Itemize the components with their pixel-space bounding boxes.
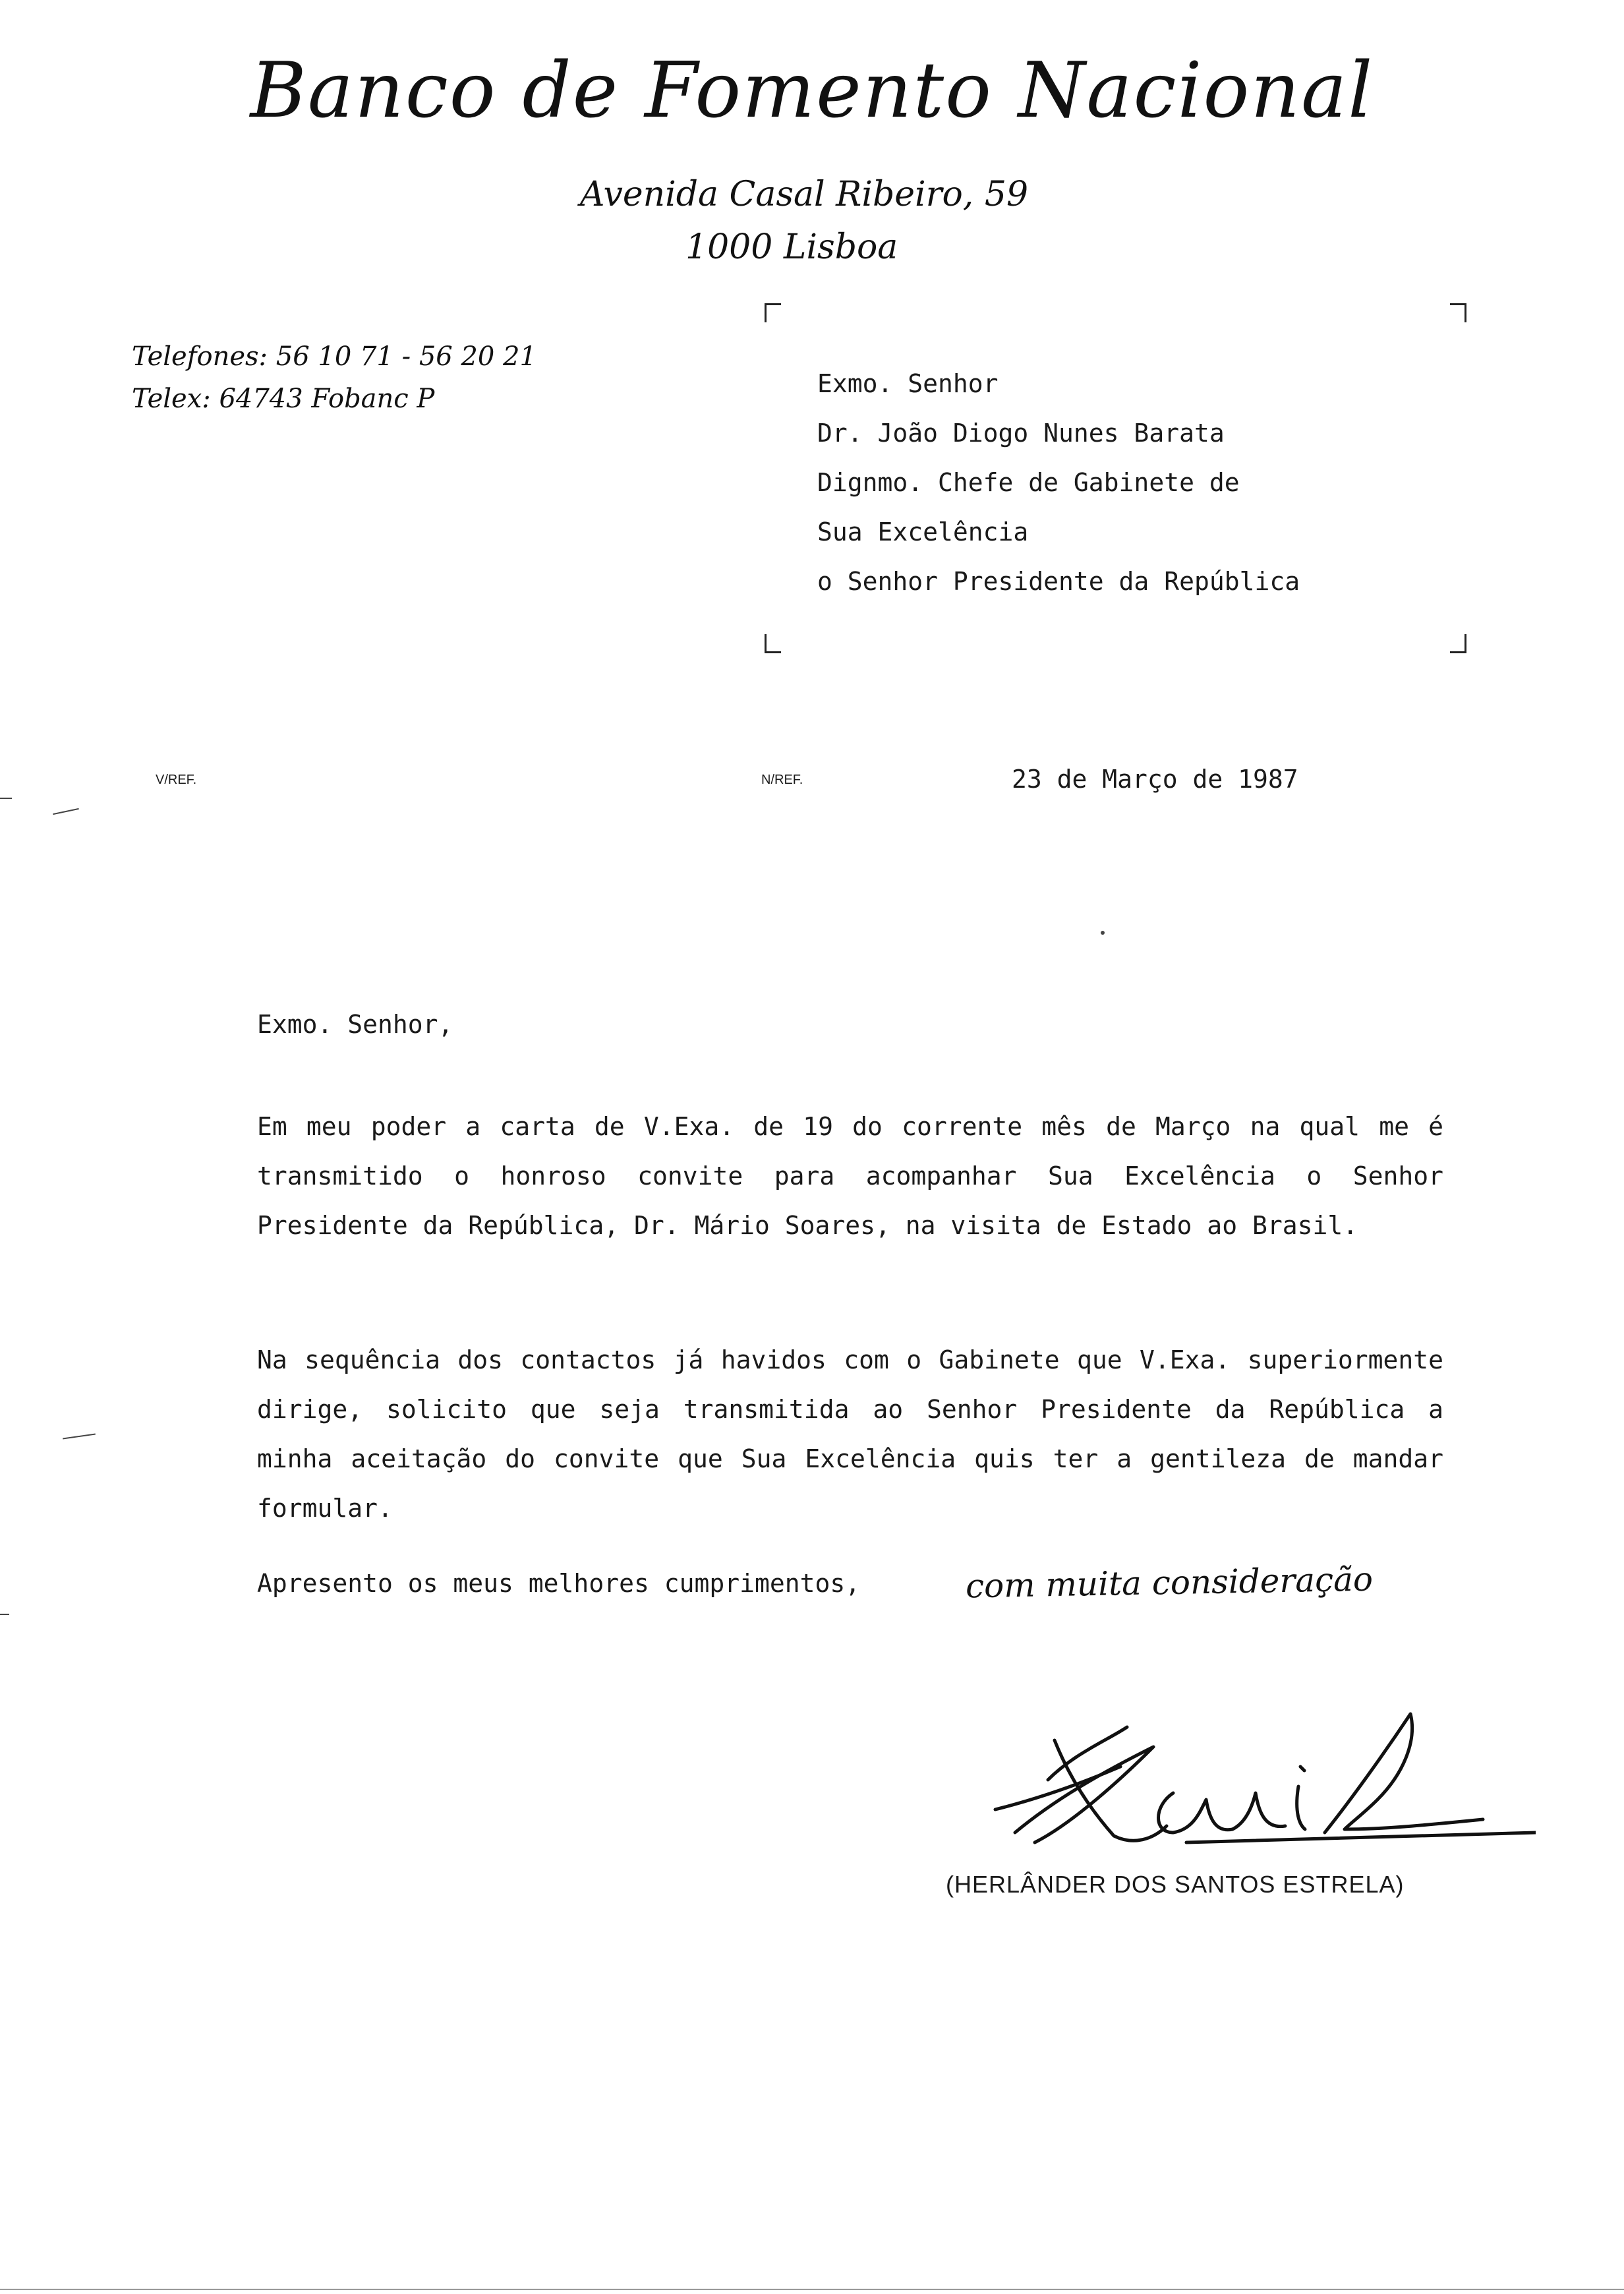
body-paragraph: Em meu poder a carta de V.Exa. de 19 do corrente mês de Março na qual me é transmitido o honroso convite para acompanhar Sua Excelência o Senhor Presidente da República, Dr. Mário Soares, na visita de Estado ao Brasil.	[257, 1112, 1443, 1240]
scan-artifact	[1101, 931, 1105, 935]
body-paragraph: Na sequência dos contactos já havidos com o Gabinete que V.Exa. superiormente dirige, solicito que seja transmitida ao Senhor Presidente da República a minha aceitação do convite que Sua Excelência quis ter a gentileza de mandar formular.	[257, 1345, 1443, 1523]
address-city: 1000 Lisboa	[685, 227, 898, 267]
scan-artifact	[53, 808, 79, 815]
address-window-corner-top-right	[1450, 303, 1466, 322]
letter-date: 23 de Março de 1987	[1012, 765, 1298, 794]
recipient-line: Exmo. Senhor	[817, 369, 999, 398]
scan-artifact	[0, 1614, 9, 1615]
address-street: Avenida Casal Ribeiro, 59	[580, 175, 1029, 214]
handwritten-signature	[956, 1701, 1536, 1872]
nref-label: N/REF.	[761, 773, 803, 787]
address-window-corner-top-left	[765, 303, 781, 322]
scan-artifact	[63, 1434, 96, 1440]
salutation: Exmo. Senhor,	[257, 1010, 453, 1039]
handwritten-closing: com muita consideração	[965, 1560, 1374, 1606]
telex-number: Telex: 64743 Fobanc P	[132, 384, 435, 414]
bank-name: Banco de Fomento Nacional	[250, 46, 1374, 135]
recipient-line: Dr. João Diogo Nunes Barata	[817, 419, 1225, 448]
phone-numbers: Telefones: 56 10 71 - 56 20 21	[132, 341, 536, 372]
address-window-corner-bottom-left	[765, 634, 781, 653]
address-window-corner-bottom-right	[1450, 634, 1466, 653]
vref-label: V/REF.	[156, 773, 197, 787]
closing-line: Apresento os meus melhores cumprimentos,	[257, 1569, 861, 1598]
signer-name: (HERLÂNDER DOS SANTOS ESTRELA)	[946, 1871, 1405, 1898]
recipient-line: Sua Excelência	[817, 517, 1029, 546]
recipient-line: Dignmo. Chefe de Gabinete de	[817, 468, 1240, 497]
recipient-line: o Senhor Presidente da República	[817, 567, 1300, 596]
scan-artifact	[0, 798, 12, 799]
scan-artifact	[0, 2289, 1624, 2290]
